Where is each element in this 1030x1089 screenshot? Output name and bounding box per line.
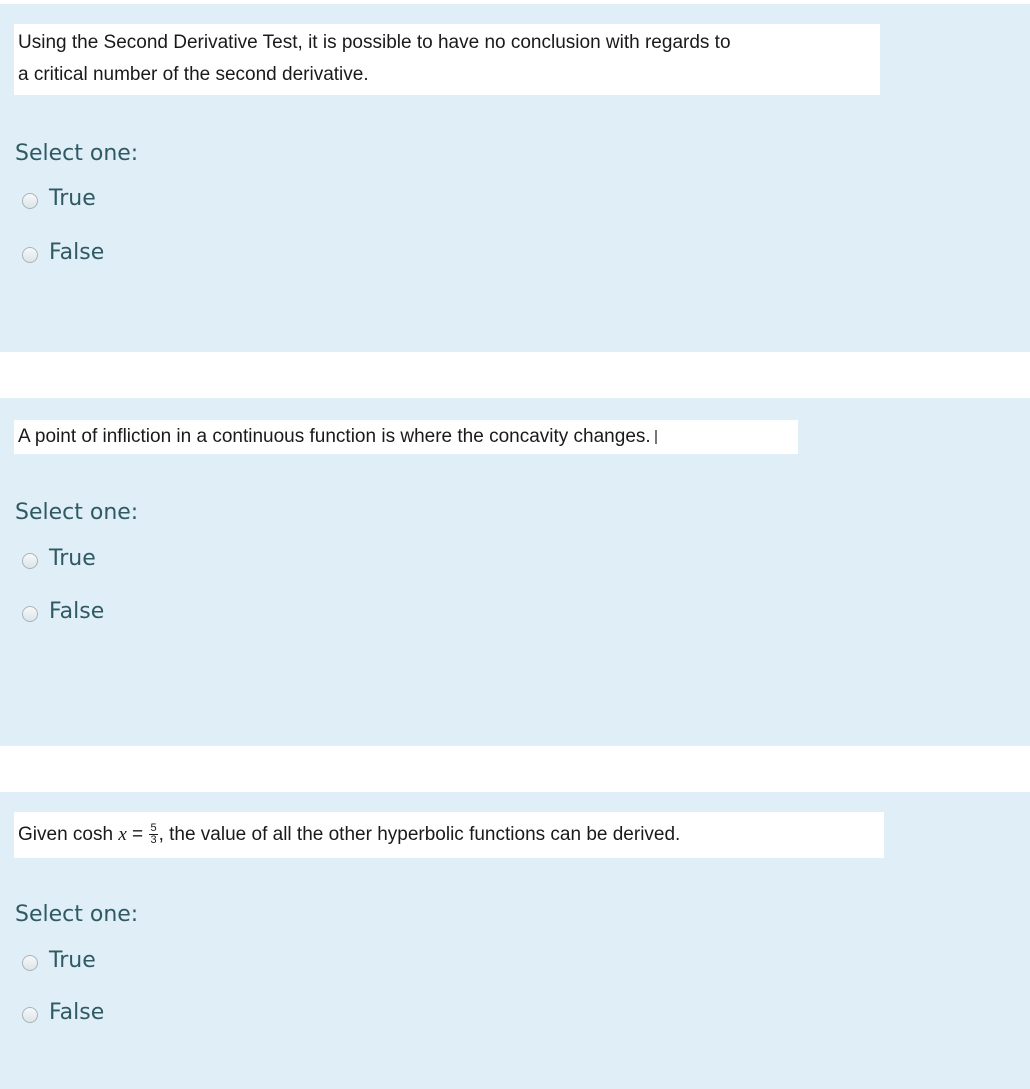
option-label: False: [49, 1000, 105, 1025]
option-true[interactable]: [22, 185, 96, 213]
question-card-2: [0, 398, 1030, 746]
question-card-1: [0, 4, 1030, 352]
question-text: [14, 812, 884, 858]
option-label: True: [49, 948, 96, 973]
question-text-line: A point of infliction in a continuous function is where the concavity changes.: [18, 426, 651, 447]
question-card-3: [0, 792, 1030, 1089]
option-false[interactable]: [22, 239, 104, 267]
option-label: False: [49, 599, 105, 624]
radio-button[interactable]: [22, 1007, 38, 1023]
option-label: True: [49, 186, 96, 211]
radio-button[interactable]: [22, 247, 38, 263]
math-equals: =: [132, 824, 144, 845]
question-text: [14, 24, 880, 95]
select-one-label: Select one:: [15, 141, 139, 166]
option-true[interactable]: [22, 947, 96, 975]
radio-button[interactable]: [22, 193, 38, 209]
option-label: False: [49, 240, 105, 265]
option-true[interactable]: [22, 545, 96, 573]
option-false[interactable]: [22, 999, 104, 1027]
fraction: [149, 823, 157, 846]
question-text-prefix: Given cosh: [18, 824, 114, 845]
select-one-label: Select one:: [15, 500, 139, 525]
select-one-label: Select one:: [15, 902, 139, 927]
question-text-line: a critical number of the second derivative.: [18, 64, 369, 85]
question-text: [14, 420, 798, 454]
radio-button[interactable]: [22, 955, 38, 971]
question-text-line: Using the Second Derivative Test, it is possible to have no conclusion with regards to: [18, 32, 731, 53]
option-label: True: [49, 546, 96, 571]
text-cursor-mark: [655, 430, 657, 444]
math-variable: x: [118, 824, 127, 845]
radio-button[interactable]: [22, 606, 38, 622]
question-text-suffix: , the value of all the other hyperbolic functions can be derived.: [158, 824, 681, 845]
fraction-numerator: 5: [150, 822, 157, 835]
fraction-denominator: 3: [150, 834, 157, 847]
option-false[interactable]: [22, 598, 104, 626]
radio-button[interactable]: [22, 553, 38, 569]
